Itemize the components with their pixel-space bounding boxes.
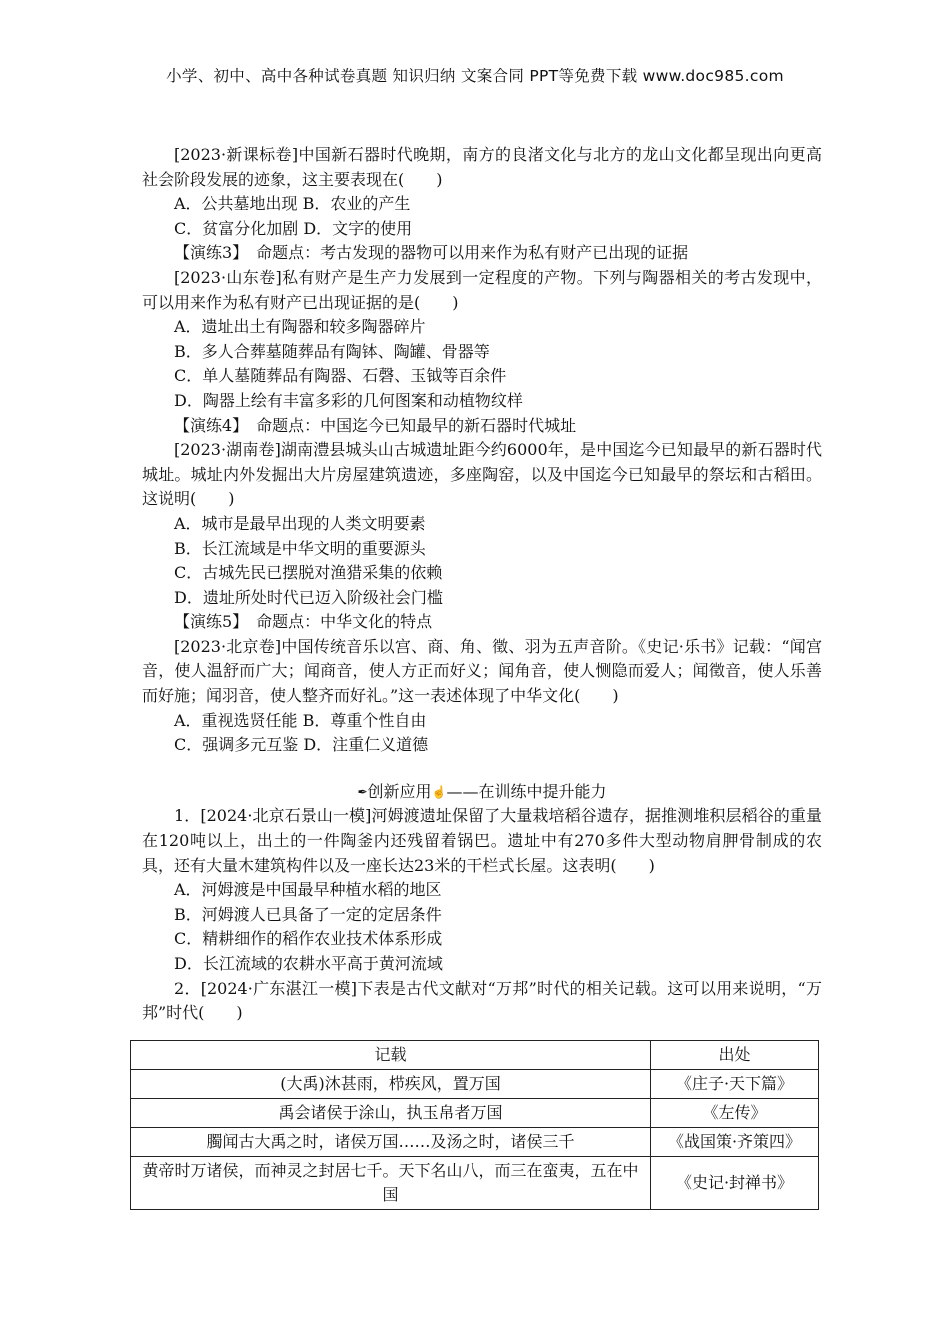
content: [142, 143, 822, 1026]
options-cd: C．贫富分化加剧 D．文字的使用: [174, 218, 413, 238]
question-stem: 1．[2024·北京石景山一模]河姆渡遗址保留了大量栽培稻谷遗存，据推测堆积层稻谷的重量在120吨以上，出土的一件陶釜内还残留着锅巴。遗址中有270多件大型动物肩胛骨制成的农具，还有大量木建筑构件以及一座长达23米的干栏式长屋。这表明( ): [142, 806, 822, 875]
question-stem: [2023·湖南卷]湖南澧县城头山古城遗址距今约6000年，是中国迄今已知最早的新石器时代城址。城址内外发掘出大片房屋建筑遗迹，多座陶窑，以及中国迄今已知最早的祭坛和古稻田。这说明( ): [142, 440, 822, 509]
options-ab: A．公共墓地出现 B．农业的产生: [174, 194, 411, 214]
table-cell: 《庄子·天下篇》: [651, 1070, 819, 1099]
question-stem: 2．[2024·广东湛江一模]下表是古代文献对“万邦”时代的相关记载。这可以用来说明，“万邦”时代( ): [142, 978, 822, 1023]
option: C．单人墓随葬品有陶器、石磬、玉钺等百余件: [174, 366, 507, 386]
table-cell: 臅闻古大禹之时，诸侯万国……及汤之时，诸侯三千: [131, 1128, 651, 1157]
table-cell: 《左传》: [651, 1099, 819, 1128]
section-title: 创新应用: [367, 781, 432, 801]
header-cell: 记载: [131, 1041, 651, 1070]
section-subtitle: ——在训练中提升能力: [446, 781, 607, 801]
option: C．古城先民已摆脱对渔猎采集的依赖: [174, 563, 443, 583]
option: D．遗址所处时代已迈入阶级社会门槛: [174, 587, 443, 607]
exercise-title: 【演练3】 命题点：考古发现的器物可以用来作为私有财产已出现的证据: [174, 243, 689, 263]
option: D．长江流域的农耕水平高于黄河流域: [174, 954, 443, 973]
option: B．长江流域是中华文明的重要源头: [174, 538, 426, 558]
hand-icon: ☝: [431, 784, 447, 799]
option: A．遗址出土有陶器和较多陶器碎片: [174, 317, 426, 337]
option: A．城市是最早出现的人类文明要素: [174, 513, 426, 533]
exercise-title: 【演练5】 命题点：中华文化的特点: [174, 612, 433, 632]
table-cell: 黄帝时万诸侯，而神灵之封居七千。天下名山八，而三在蛮夷，五在中国: [131, 1157, 651, 1210]
header-cell: 出处: [651, 1041, 819, 1070]
option: B．河姆渡人已具备了一定的定居条件: [174, 904, 442, 924]
question-stem: [2023·山东卷]私有财产是生产力发展到一定程度的产物。下列与陶器相关的考古发现中，可以用来作为私有财产已出现证据的是( ): [142, 267, 822, 312]
table-cell: 《战国策·齐策四》: [651, 1128, 819, 1157]
options-ab: A．重视选贤任能 B．尊重个性自由: [174, 710, 427, 730]
table-row: [131, 1128, 819, 1157]
section-heading: [142, 780, 822, 805]
table-row: [131, 1157, 819, 1210]
records-table: [130, 1040, 819, 1210]
table-header-row: [131, 1041, 819, 1070]
table-cell: (大禹)沐甚雨，栉疾风，置万国: [131, 1070, 651, 1099]
table-cell: 禹会诸侯于涂山，执玉帛者万国: [131, 1099, 651, 1128]
option: B．多人合葬墓随葬品有陶钵、陶罐、骨器等: [174, 341, 490, 361]
option: C．精耕细作的稻作农业技术体系形成: [174, 929, 443, 949]
pen-icon: ✒: [357, 784, 368, 799]
page-header: 小学、初中、高中各种试卷真题 知识归纳 文案合同 PPT等免费下载 www.doc985.com: [166, 67, 784, 85]
question-stem: [2023·新课标卷]中国新石器时代晚期，南方的良渚文化与北方的龙山文化都呈现出向更高社会阶段发展的迹象，这主要表现在( ): [142, 145, 822, 189]
options-cd: C．强调多元互鉴 D．注重仁义道德: [174, 735, 429, 755]
table-row: [131, 1099, 819, 1128]
question-stem: [2023·北京卷]中国传统音乐以宫、商、角、徵、羽为五声音阶。《史记·乐书》记载：“闻宫音，使人温舒而广大；闻商音，使人方正而好义；闻角音，使人恻隐而爱人；闻徵音，使人乐善而好施；闻羽音，使人整齐而好礼。”这一表述体现了中华文化( ): [142, 636, 822, 706]
option: D．陶器上绘有丰富多彩的几何图案和动植物纹样: [174, 390, 523, 410]
option: A．河姆渡是中国最早种植水稻的地区: [174, 880, 442, 900]
table-row: [131, 1070, 819, 1099]
table-cell: 《史记·封禅书》: [651, 1157, 819, 1210]
exercise-title: 【演练4】 命题点：中国迄今已知最早的新石器时代城址: [174, 415, 577, 435]
